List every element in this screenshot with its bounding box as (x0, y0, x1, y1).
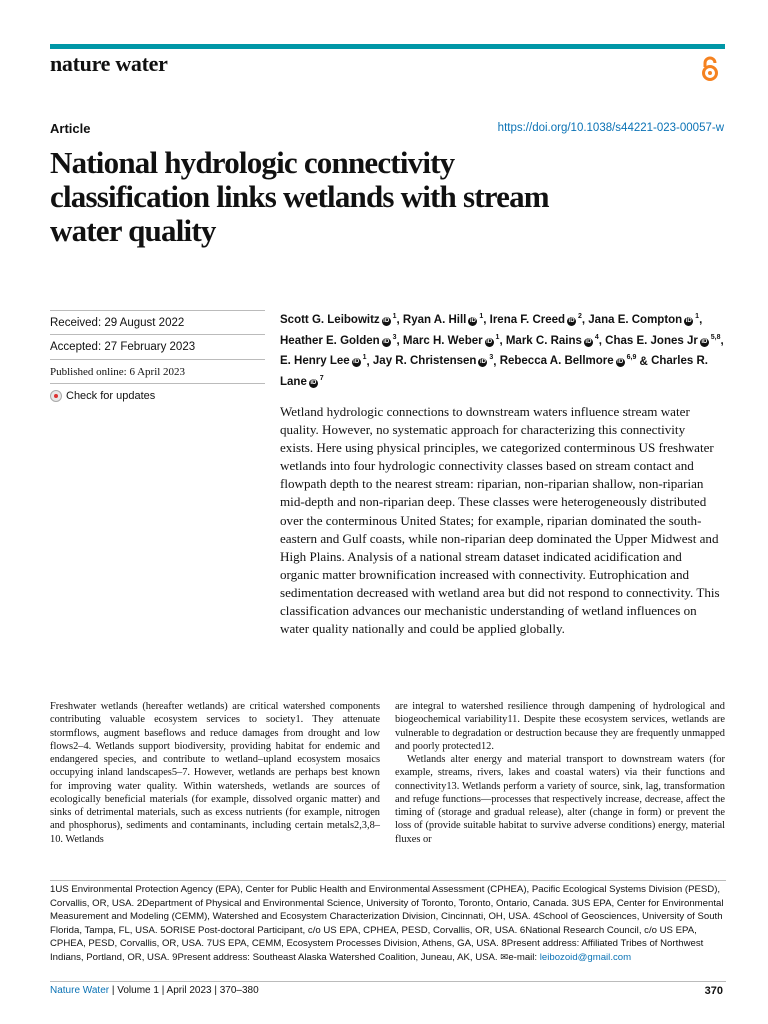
author-name: Scott G. Leibowitz (280, 313, 380, 326)
author-list: Scott G. Leibowitz iD $^1$, Ryan A. Hill iD $^1$, Irena F. Creed iD $^2$, Jana E. Compton iD $^1$, Heather E. Golden iD $^3$, Marc H. Weber iD $^1$, Mark C. Rains iD $^4$, Chas E. Jones Jr iD $^{5,8}$, E. Henry Lee iD $^1$, Jay R. Christensen iD $^3$, Rebecca A. Bellmore iD $^{6,9}$ & Charles R. Lane iD $^7$ (280, 313, 724, 389)
orcid-icon[interactable]: iD (353, 359, 360, 366)
body-paragraph: Freshwater wetlands (hereafter wetlands) are critical watershed components contributing valuable ecosystem services to society1. They attenuate stormflows, augment baseflows and reduce damages from drought and low flows2–4. Wetlands support biodiversity, providing habitat for endemic and endangered species, and contribute to wetland–upland ecosystem mosaics occupying inland landscapes5–7. However, wetlands are perhaps best known for improving water quality. Within watersheds, wetlands are sources of ecologically beneficial materials (for example, dissolved organic matter) and sinks of detrimental materials, such as excess nutrients (for example, nitrogen and phosphorus), sediments and contaminants, including certain metals2,3,8–10. Wetlands (50, 701, 380, 845)
article-type: Article (50, 121, 91, 136)
author-name: Rebecca A. Bellmore (499, 355, 614, 368)
footer-issue: | Volume 1 | April 2023 | 370–380 (109, 985, 259, 996)
check-updates[interactable] (50, 383, 265, 402)
author[interactable] (280, 314, 397, 326)
mail-icon: ✉ (500, 951, 509, 963)
author-affiliation: 2 (576, 313, 582, 320)
orcid-icon[interactable]: iD (383, 317, 390, 324)
author[interactable] (588, 314, 699, 326)
author-affiliation: 1 (477, 313, 484, 320)
author-name: E. Henry Lee (280, 355, 350, 368)
journal-header-bar (50, 44, 725, 49)
orcid-icon[interactable]: iD (486, 338, 493, 345)
footer-journal-link[interactable]: Nature Water (50, 985, 110, 996)
author[interactable] (403, 335, 500, 347)
author-name: Heather E. Golden (280, 334, 380, 347)
author-affiliation: 1 (390, 313, 397, 320)
orcid-icon[interactable]: iD (479, 359, 486, 366)
author-name: Mark C. Rains (505, 334, 582, 347)
author[interactable] (500, 355, 637, 367)
author-affiliation: 5,8 (708, 333, 721, 341)
affiliations-text: 1US Environmental Protection Agency (EPA), Center for Public Health and Environmental Assessment (CPHEA), Pacific Ecological Systems Division (PESD), Corvallis, OR, USA. 2Department of Physical and Environmental Science, University of Toronto, Toronto, Ontario, Canada. 3US EPA, Center for Environmental Measurement and Modeling (CEMM), Watershed and Ecosystem Characterization Division, Cincinnati, OH, USA. 4School of Geosciences, University of South Florida, Tampa, FL, USA. 5ORISE Post-doctoral Participant, c/o US EPA, CPHEA, PESD, Corvallis, OR, USA. 6National Research Council, c/o US EPA, CPHEA, PESD, Corvallis, OR, USA. 7US EPA, CEMM, Ecosystem Processes Division, Athens, GA, USA. 8Present address: Affiliated Tribes of Northwest Indians, Portland, OR, USA. 9Present address: Southeast Alaska Watershed Coalition, Juneau, AK, USA. (50, 884, 724, 963)
email-link[interactable]: leibozoid@gmail.com (539, 951, 632, 963)
footer-divider (50, 981, 726, 982)
orcid-icon[interactable]: iD (685, 317, 692, 324)
author-name: Ryan A. Hill (402, 313, 467, 326)
abstract: Wetland hydrologic connections to downstream waters influence stream water quality. However, no systematic approach for characterizing this connectivity exists. Here using physical principles, we categorized conterminous US freshwater wetlands into four hydrologic connectivity classes based on stream contact and flowpath depth to the nearest stream: riparian, non-riparian shallow, non-riparian mid-depth and non-riparian deep. These classes were heterogeneously distributed over the conterminous United States; for example, riparian dominated the south-eastern and Gulf coasts, while non-riparian deep dominated the Upper Midwest and High Plains. Analysis of a national stream dataset indicated acidification and organic matter brownification increased with connectivity. Eutrophication and sedimentation decreased with wetland area but did not respond to connectivity. This classification advances our mechanistic understanding of wetland influences on water quality nationally and could be applied globally. (280, 404, 720, 637)
orcid-icon[interactable]: iD (310, 380, 317, 387)
author-name: Chas E. Jones Jr (605, 334, 698, 347)
footer-citation (50, 985, 259, 996)
author-affiliation: 3 (487, 354, 494, 362)
check-updates-icon (50, 390, 62, 402)
page-number: 370 (704, 985, 723, 997)
affiliations-footnotes (50, 880, 726, 964)
published-date: Published online: 6 April 2023 (50, 359, 265, 378)
orcid-icon[interactable]: iD (701, 338, 708, 345)
author[interactable] (280, 335, 397, 347)
author-name: Charles R. Lane (280, 355, 708, 389)
author-affiliation: 3 (390, 333, 397, 341)
author-affiliation: 7 (317, 375, 324, 383)
body-column-1 (50, 700, 380, 846)
article-title: National hydrologic connectivity classification links wetlands with stream water quality (50, 145, 549, 248)
author[interactable] (373, 355, 493, 367)
author[interactable] (506, 335, 599, 347)
author-name: Jay R. Christensen (372, 355, 477, 368)
check-updates-label: Check for updates (66, 390, 156, 402)
author-name: Marc H. Weber (402, 334, 483, 347)
doi-link[interactable]: https://doi.org/10.1038/s44221-023-00057-w (497, 122, 724, 134)
author-affiliation: 1 (693, 313, 700, 320)
author-affiliation: 1 (360, 354, 367, 362)
author[interactable] (280, 355, 367, 367)
email-label: e-mail: (508, 951, 538, 963)
author-affiliation: 4 (592, 333, 599, 341)
received-date: Received: 29 August 2022 (50, 310, 265, 329)
author-affiliation: 6,9 (624, 354, 637, 362)
author[interactable] (403, 314, 483, 326)
open-access-icon (700, 56, 720, 82)
author-name: Irena F. Creed (489, 313, 566, 326)
accepted-date: Accepted: 27 February 2023 (50, 334, 265, 353)
journal-name: nature water (50, 51, 168, 76)
body-paragraph: are integral to watershed resilience through dampening of hydrological and biogeochemical variability11. Despite these ecosystem services, wetlands are vulnerable to degradation or destruction because they are frequently unmapped and poorly protected12. (395, 701, 725, 752)
author-affiliation: 1 (493, 333, 500, 341)
orcid-icon[interactable]: iD (469, 317, 476, 324)
body-paragraph: Wetlands alter energy and material transport to downstream waters (for example, streams, rivers, lakes and coastal waters) via their functions and connectivity13. Wetlands perform a variety of source, sink, lag, transformation and refuge functions—processes that respectively increase, decrease, affect the timing of (storage and gradual release), alter (change in form) or prevent the loss of (provide suitable habitat to survive adverse conditions) energy, material fluxes or (395, 754, 725, 845)
orcid-icon[interactable]: iD (585, 338, 592, 345)
orcid-icon[interactable]: iD (617, 359, 624, 366)
author[interactable] (605, 335, 720, 347)
body-column-2 (395, 700, 725, 846)
author-name: Jana E. Compton (588, 313, 683, 326)
author[interactable] (490, 314, 582, 326)
orcid-icon[interactable]: iD (568, 317, 575, 324)
orcid-icon[interactable]: iD (383, 338, 390, 345)
